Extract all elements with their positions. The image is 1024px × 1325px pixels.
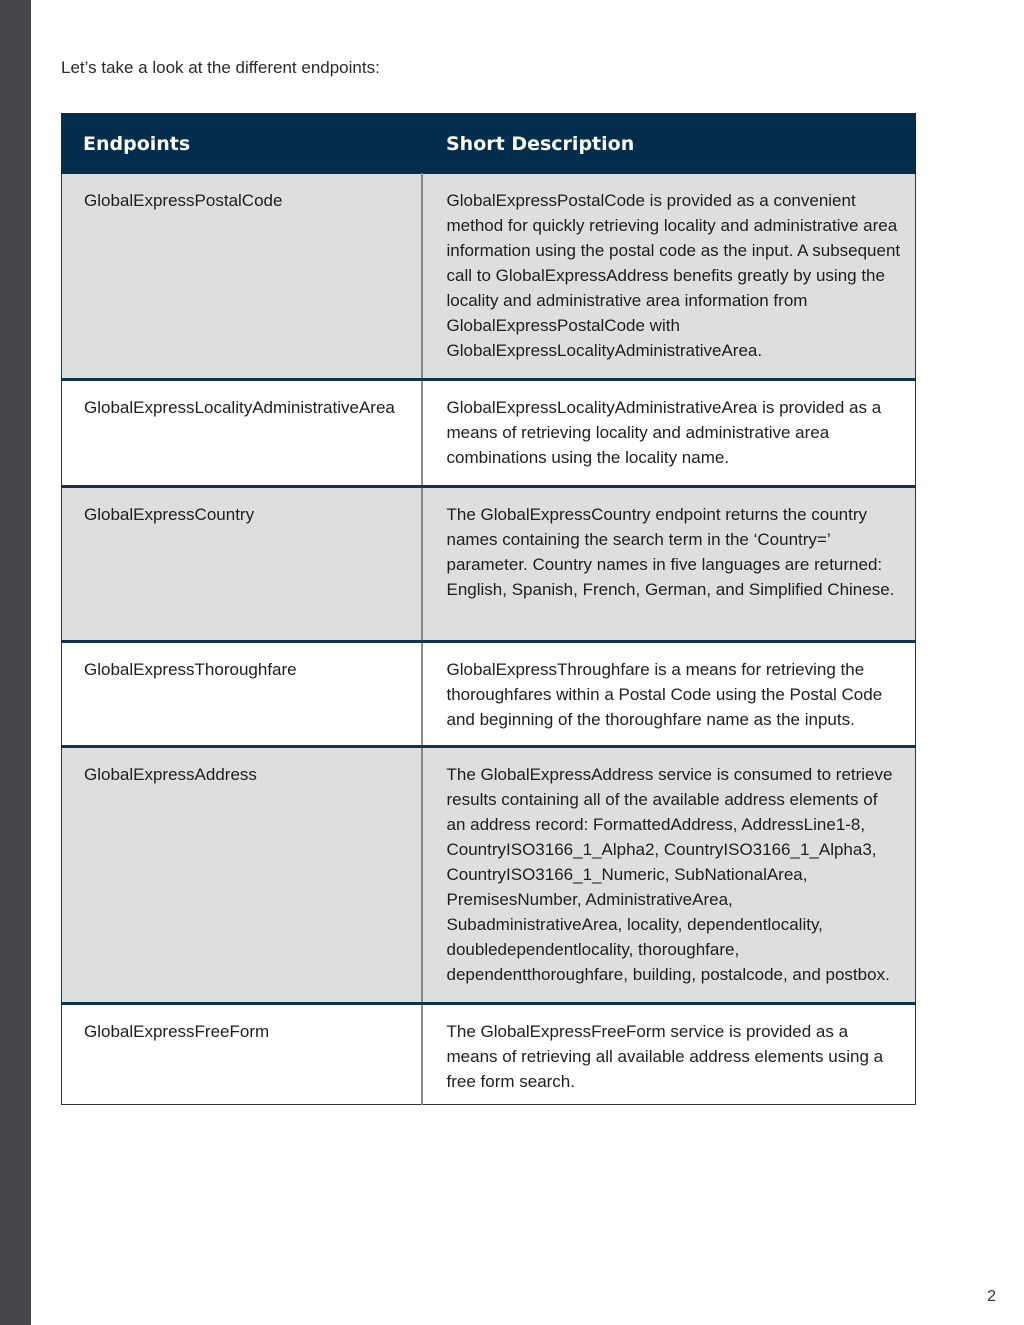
header-endpoints: Endpoints bbox=[62, 114, 422, 174]
page-number: 2 bbox=[987, 1288, 996, 1305]
endpoint-name: GlobalExpressThoroughfare bbox=[62, 642, 422, 747]
endpoint-description: The GlobalExpressCountry endpoint returns the country names containing the search term in the ‘Country=’ parameter. Country names in five languages are returned: English, Spanish, French, German, and Simplified Chinese. bbox=[422, 487, 916, 642]
endpoint-name: GlobalExpressPostalCode bbox=[62, 174, 422, 380]
endpoint-name: GlobalExpressCountry bbox=[62, 487, 422, 642]
endpoint-name: GlobalExpressAddress bbox=[62, 747, 422, 1004]
endpoint-description: The GlobalExpressFreeForm service is provided as a means of retrieving all available address elements using a free form search. bbox=[422, 1004, 916, 1105]
table-header-row bbox=[62, 114, 916, 174]
table-row bbox=[62, 1004, 916, 1105]
table-row bbox=[62, 747, 916, 1004]
endpoint-description: GlobalExpressThroughfare is a means for retrieving the thoroughfares within a Postal Code using the Postal Code and beginning of the thoroughfare name as the inputs. bbox=[422, 642, 916, 747]
intro-text: Let’s take a look at the different endpoints: bbox=[61, 58, 380, 77]
table-row bbox=[62, 174, 916, 380]
endpoint-description: GlobalExpressPostalCode is provided as a convenient method for quickly retrieving locality and administrative area information using the postal code as the input. A subsequent call to GlobalExpressAddress benefits greatly by using the locality and administrative area information from GlobalExpressPostalCode with GlobalExpressLocalityAdministrativeArea. bbox=[422, 174, 916, 380]
endpoint-name: GlobalExpressLocalityAdministrativeArea bbox=[62, 380, 422, 487]
table-row bbox=[62, 380, 916, 487]
endpoint-description: The GlobalExpressAddress service is consumed to retrieve results containing all of the available address elements of an address record: FormattedAddress, AddressLine1-8, CountryISO3166_1_Alpha2, CountryISO3166_1_Alpha3, CountryISO3166_1_Numeric, SubNationalArea, PremisesNumber, AdministrativeArea, SubadministrativeArea, locality, dependentlocality, doubledependentlocality, thoroughfare, dependentthoroughfare, building, postalcode, and postbox. bbox=[422, 747, 916, 1004]
table-row bbox=[62, 642, 916, 747]
endpoints-table bbox=[61, 113, 916, 1105]
header-short-description: Short Description bbox=[422, 114, 916, 174]
table-row bbox=[62, 487, 916, 642]
endpoint-name: GlobalExpressFreeForm bbox=[62, 1004, 422, 1105]
endpoint-description: GlobalExpressLocalityAdministrativeArea is provided as a means of retrieving locality and administrative area combinations using the locality name. bbox=[422, 380, 916, 487]
page-side-bar bbox=[0, 0, 31, 1325]
